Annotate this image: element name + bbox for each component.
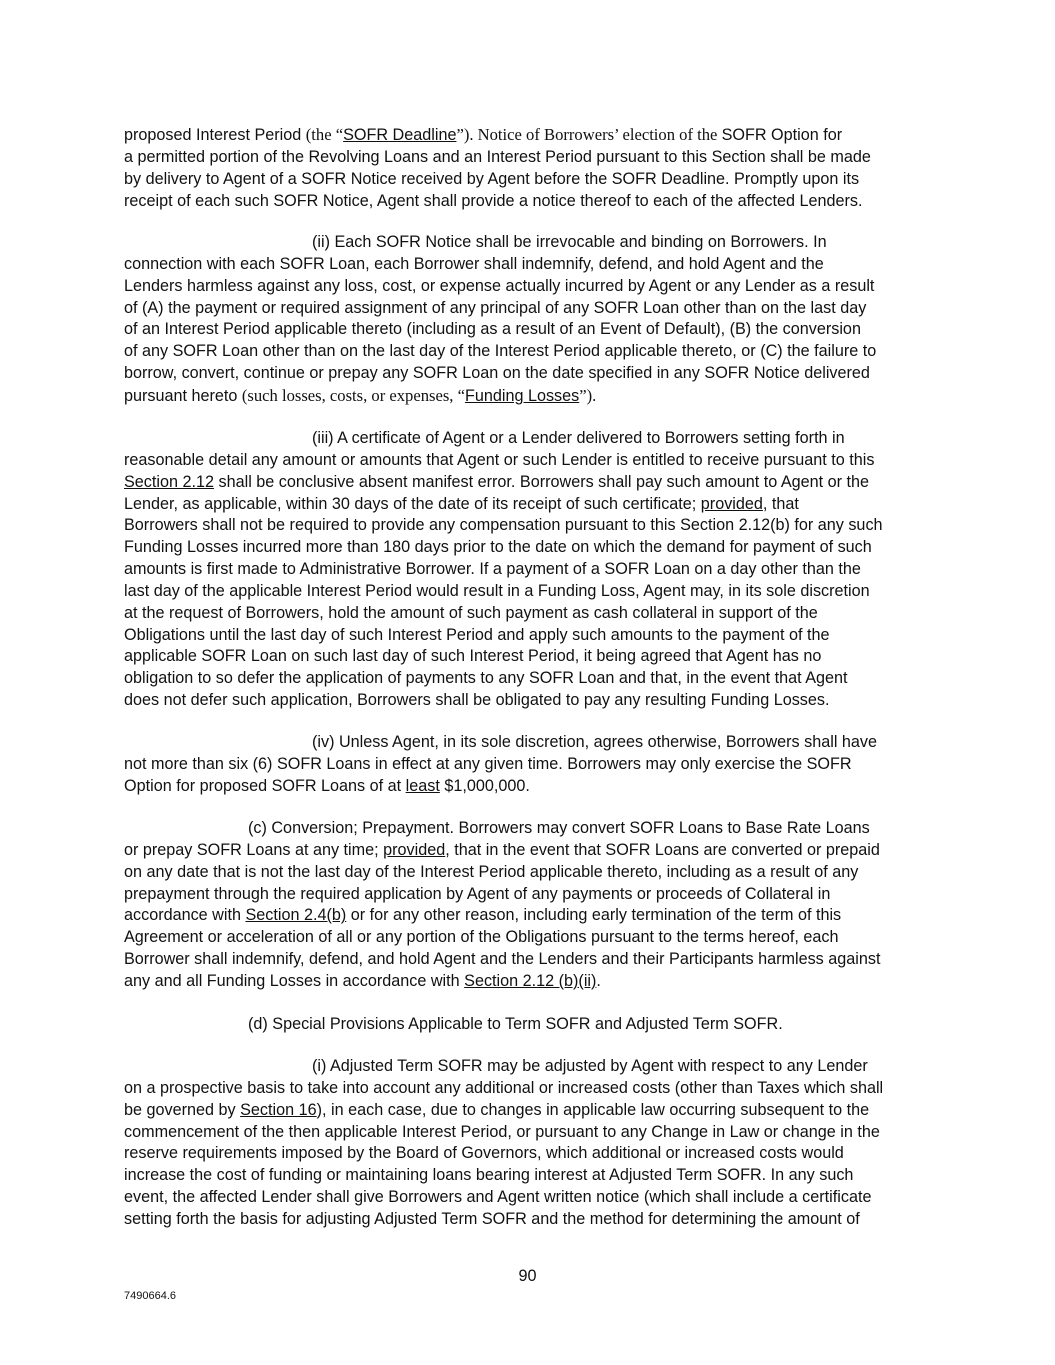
text-line: borrow, convert, continue or prepay any SOFR Loan on the date specified in any SOFR Notice delivered	[124, 364, 870, 383]
text-line: connection with each SOFR Loan, each Borrower shall indemnify, defend, and hold Agent and the	[124, 254, 824, 273]
text-line: Option for proposed SOFR Loans of at least $1,000,000.	[124, 776, 530, 795]
text-line: reasonable detail any amount or amounts that Agent or such Lender is entitled to receive pursuant to this	[124, 450, 875, 469]
text-line: (iv) Unless Agent, in its sole discretion, agrees otherwise, Borrowers shall have	[312, 733, 878, 751]
text-line: last day of the applicable Interest Period would result in a Funding Loss, Agent may, in its sole discretion	[124, 581, 870, 600]
paragraph-iii-certificate	[124, 428, 936, 712]
provided-term: provided	[383, 840, 446, 859]
text-line: receipt of each such SOFR Notice, Agent shall provide a notice thereof to each of the affected Lenders.	[124, 191, 863, 210]
text-line: Obligations until the last day of such Interest Period and apply such amounts to the payment of the	[124, 625, 830, 644]
text-line: obligation to so defer the application of payments to any SOFR Loan and that, in the event that Agent	[124, 669, 848, 688]
document-id: 7490664.6	[124, 1290, 176, 1302]
text-line: applicable SOFR Loan on such last day of such Interest Period, it being agreed that Agent has no	[124, 647, 822, 666]
section-reference: Section 2.4(b)	[245, 906, 347, 925]
paragraph-iv-limits	[124, 732, 936, 798]
text-line: Lender, as applicable, within 30 days of the date of its receipt of such certificate; provided, that	[124, 494, 799, 513]
text-line: pursuant hereto (such losses, costs, or expenses, “Funding Losses”).	[124, 385, 597, 405]
paragraph-ii-sofr-notice	[124, 232, 936, 408]
text-line: reserve requirements imposed by the Board of Governors, which additional or increased costs would	[124, 1144, 844, 1163]
paragraph-sofr-deadline	[124, 124, 936, 212]
section-reference: Section 2.12 (b)(ii)	[464, 971, 597, 990]
text-line: not more than six (6) SOFR Loans in effect at any given time. Borrowers may only exercise the SOFR	[124, 754, 852, 773]
text-line: Funding Losses incurred more than 180 days prior to the date on which the demand for payment of such	[124, 538, 872, 557]
paragraph-c-conversion-prepayment	[124, 818, 936, 993]
defined-term-funding-losses: Funding Losses	[464, 386, 580, 405]
text-line: of any SOFR Loan other than on the last day of the Interest Period applicable thereto, or (C) the failure to	[124, 342, 877, 361]
text-line: at the request of Borrowers, hold the amount of such payment as cash collateral in support of the	[124, 603, 818, 622]
text-line: Lenders harmless against any loss, cost, or expense actually incurred by Agent or any Lender as a result	[124, 276, 875, 295]
text-line: increase the cost of funding or maintaining loans bearing interest at Adjusted Term SOFR. In any such	[124, 1166, 854, 1185]
text-line: any and all Funding Losses in accordance with Section 2.12 (b)(ii).	[124, 971, 601, 990]
section-heading: (d) Special Provisions Applicable to Term SOFR and Adjusted Term SOFR.	[248, 1015, 783, 1033]
text-line: proposed Interest Period (the “SOFR Deadline”). Notice of Borrowers’ election of the SOFR Option for	[124, 125, 843, 144]
text-line: of an Interest Period applicable thereto (including as a result of an Event of Default), (B) the conversion	[124, 320, 861, 339]
text-line: a permitted portion of the Revolving Loans and an Interest Period pursuant to this Section shall be made	[124, 147, 871, 166]
text-line: by delivery to Agent of a SOFR Notice received by Agent before the SOFR Deadline. Promptly upon its	[124, 169, 860, 188]
text-line: Borrower shall indemnify, defend, and hold Agent and the Lenders and their Participants harmless against	[124, 950, 881, 969]
text-line: (c) Conversion; Prepayment. Borrowers may convert SOFR Loans to Base Rate Loans	[248, 819, 870, 837]
text-line: Agreement or acceleration of all or any portion of the Obligations pursuant to the terms hereof, each	[124, 928, 839, 947]
text-line: commencement of the then applicable Interest Period, or pursuant to any Change in Law or change in the	[124, 1122, 880, 1141]
text-line: event, the affected Lender shall give Borrowers and Agent written notice (which shall include a certificate	[124, 1188, 872, 1207]
paragraph-i-adjusted-term-sofr	[124, 1056, 936, 1231]
section-reference: Section 2.12	[124, 472, 214, 491]
text-line: (i) Adjusted Term SOFR may be adjusted by Agent with respect to any Lender	[312, 1057, 868, 1075]
text-line: accordance with Section 2.4(b) or for any other reason, including early termination of the term of this	[124, 906, 842, 925]
paragraph-d-heading	[124, 1014, 936, 1036]
text-line: amounts is first made to Administrative Borrower. If a payment of a SOFR Loan on a day other than the	[124, 560, 861, 579]
text-line: (ii) Each SOFR Notice shall be irrevocable and binding on Borrowers. In	[312, 233, 827, 251]
text-line: on a prospective basis to take into account any additional or increased costs (other than Taxes which shall	[124, 1078, 884, 1097]
text-line: be governed by Section 16), in each case, due to changes in applicable law occurring subsequent to the	[124, 1100, 870, 1119]
text-line: Borrowers shall not be required to provide any compensation pursuant to this Section 2.12(b) for any such	[124, 516, 883, 535]
text-line: setting forth the basis for adjusting Adjusted Term SOFR and the method for determining the amount of	[124, 1209, 860, 1228]
text-line: or prepay SOFR Loans at any time; provided, that in the event that SOFR Loans are converted or prepaid	[124, 840, 880, 859]
provided-term: provided	[700, 494, 763, 513]
text-line: does not defer such application, Borrowers shall be obligated to pay any resulting Funding Losses.	[124, 691, 830, 710]
text-line: prepayment through the required application by Agent of any payments or proceeds of Collateral in	[124, 884, 831, 903]
text-line: Section 2.12 shall be conclusive absent manifest error. Borrowers shall pay such amount to Agent or the	[124, 472, 870, 491]
defined-term-sofr-deadline: SOFR Deadline	[343, 126, 457, 144]
text-line: of (A) the payment or required assignment of any principal of any SOFR Loan other than on the last day	[124, 298, 867, 317]
page-number: 90	[518, 1267, 537, 1285]
text-line: on any date that is not the last day of the Interest Period applicable thereto, including as a result of any	[124, 862, 859, 881]
text-line: (iii) A certificate of Agent or a Lender delivered to Borrowers setting forth in	[312, 429, 845, 447]
section-reference: Section 16	[240, 1100, 317, 1119]
underlined-term: least	[405, 776, 440, 795]
